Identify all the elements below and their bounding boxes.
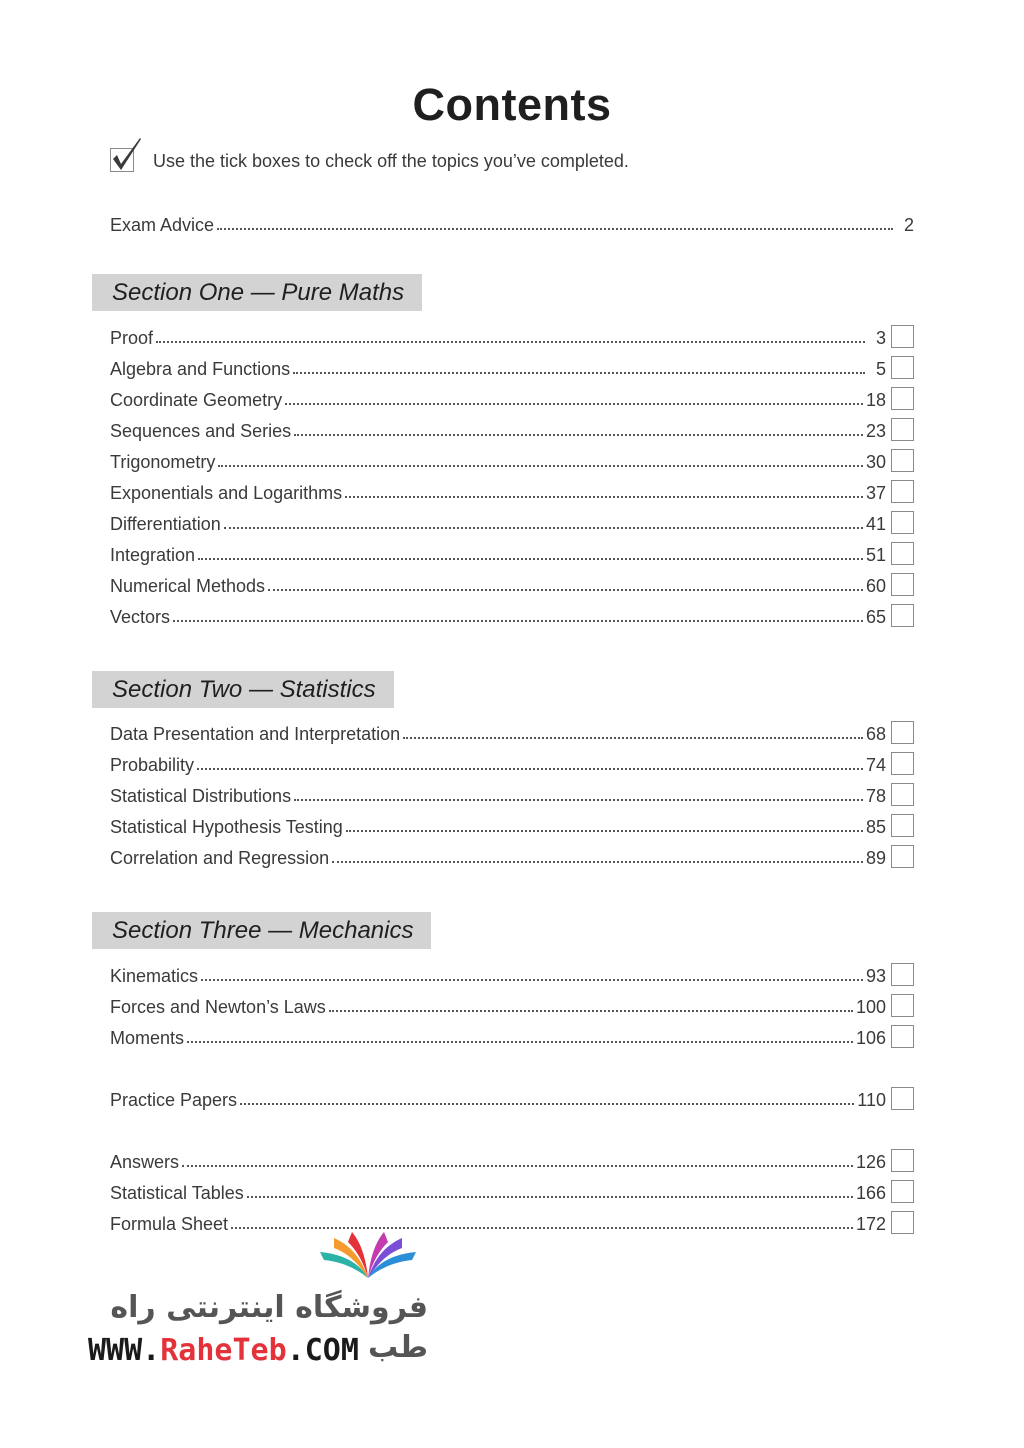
- toc-entry-label: Integration: [110, 545, 196, 565]
- toc-entry[interactable]: [110, 719, 886, 745]
- toc-entry-label: Coordinate Geometry: [110, 390, 283, 410]
- section-header-pure-maths: Section One — Pure Maths: [92, 274, 422, 311]
- dot-leader: [201, 979, 863, 981]
- topic-checkbox[interactable]: [891, 752, 914, 775]
- dot-leader: [403, 737, 863, 739]
- watermark-persian-text: فروشگاه اینترنتی راه طب: [110, 1290, 428, 1365]
- toc-entry[interactable]: [110, 354, 886, 380]
- toc-entry-page: 2: [903, 215, 914, 235]
- dot-leader: [294, 434, 863, 436]
- toc-entry[interactable]: [110, 812, 886, 838]
- section-header-statistics: Section Two — Statistics: [92, 671, 394, 708]
- topic-checkbox[interactable]: [891, 783, 914, 806]
- toc-entry-page: 18: [865, 390, 886, 410]
- toc-entry[interactable]: [110, 509, 886, 535]
- toc-entry-label: Probability: [110, 755, 195, 775]
- topic-checkbox[interactable]: [891, 480, 914, 503]
- section-header-mechanics: Section Three — Mechanics: [92, 912, 431, 949]
- dot-leader: [285, 403, 863, 405]
- toc-entry[interactable]: [110, 1147, 886, 1173]
- dot-leader: [224, 527, 863, 529]
- toc-entry-label: Numerical Methods: [110, 576, 266, 596]
- toc-entry[interactable]: [110, 385, 886, 411]
- toc-entry[interactable]: [110, 540, 886, 566]
- dot-leader: [346, 830, 863, 832]
- toc-entry-label: Trigonometry: [110, 452, 216, 472]
- toc-entry-page: 65: [865, 607, 886, 627]
- dot-leader: [332, 861, 863, 863]
- book-fan-icon: [308, 1230, 428, 1290]
- toc-entry[interactable]: [110, 992, 886, 1018]
- topic-checkbox[interactable]: [891, 1211, 914, 1234]
- dot-leader: [198, 558, 863, 560]
- watermark-url-brand: RaheTeb: [160, 1333, 287, 1368]
- toc-entry-label: Exam Advice: [110, 215, 215, 235]
- topic-checkbox[interactable]: [891, 845, 914, 868]
- toc-entry[interactable]: [110, 478, 886, 504]
- watermark-url: [88, 1333, 359, 1369]
- toc-entry-exam-advice[interactable]: [110, 210, 914, 236]
- dot-leader: [217, 228, 893, 230]
- topic-checkbox[interactable]: [891, 325, 914, 348]
- topic-checkbox[interactable]: [891, 1180, 914, 1203]
- toc-entry-page: 106: [855, 1028, 886, 1048]
- topic-checkbox[interactable]: [891, 511, 914, 534]
- tick-example-icon: [110, 148, 134, 172]
- toc-entry-page: 51: [865, 545, 886, 565]
- toc-entry-page: 41: [865, 514, 886, 534]
- dot-leader: [240, 1103, 854, 1105]
- toc-entry[interactable]: [110, 1023, 886, 1049]
- topic-checkbox[interactable]: [891, 573, 914, 596]
- toc-entry-page: 74: [865, 755, 886, 775]
- toc-entry-label: Formula Sheet: [110, 1214, 229, 1234]
- topic-checkbox[interactable]: [891, 449, 914, 472]
- toc-entry-page: 85: [865, 817, 886, 837]
- toc-entry-label: Vectors: [110, 607, 171, 627]
- topic-checkbox[interactable]: [891, 542, 914, 565]
- toc-entry-page: 93: [865, 966, 886, 986]
- dot-leader: [187, 1041, 853, 1043]
- toc-entry-page: 110: [857, 1090, 886, 1110]
- toc-entry[interactable]: [110, 1178, 886, 1204]
- dot-leader: [197, 768, 863, 770]
- topic-checkbox[interactable]: [891, 418, 914, 441]
- toc-entry-page: 89: [865, 848, 886, 868]
- topic-checkbox[interactable]: [891, 1149, 914, 1172]
- watermark-url-suffix: .COM: [286, 1333, 359, 1368]
- dot-leader: [218, 465, 863, 467]
- dot-leader: [293, 372, 865, 374]
- topic-checkbox[interactable]: [891, 1025, 914, 1048]
- toc-entry-label: Sequences and Series: [110, 421, 292, 441]
- toc-entry-page: 166: [855, 1183, 886, 1203]
- toc-entry-label: Statistical Distributions: [110, 786, 292, 806]
- toc-entry[interactable]: [110, 843, 886, 869]
- toc-entry-page: 78: [865, 786, 886, 806]
- dot-leader: [156, 341, 865, 343]
- topic-checkbox[interactable]: [891, 721, 914, 744]
- toc-entry-page: 60: [865, 576, 886, 596]
- dot-leader: [231, 1227, 853, 1229]
- toc-entry[interactable]: [110, 416, 886, 442]
- page-title: Contents: [412, 79, 612, 130]
- toc-entry-label: Differentiation: [110, 514, 221, 534]
- toc-entry-page: 126: [855, 1152, 886, 1172]
- toc-entry-label: Statistical Hypothesis Testing: [110, 817, 343, 837]
- toc-entry-label: Exponentials and Logarithms: [110, 483, 343, 503]
- topic-checkbox[interactable]: [891, 963, 914, 986]
- toc-entry-label: Forces and Newton’s Laws: [110, 997, 326, 1017]
- toc-entry-page: 172: [855, 1214, 886, 1234]
- toc-entry-practice-papers[interactable]: [110, 1085, 886, 1111]
- toc-entry-label: Kinematics: [110, 966, 199, 986]
- watermark-logo: [88, 1230, 433, 1370]
- dot-leader: [182, 1165, 853, 1167]
- toc-entry-label: Answers: [110, 1152, 180, 1172]
- dot-leader: [247, 1196, 853, 1198]
- watermark-url-prefix: WWW.: [88, 1333, 161, 1368]
- topic-checkbox[interactable]: [891, 814, 914, 837]
- toc-entry-label: Statistical Tables: [110, 1183, 244, 1203]
- topic-checkbox[interactable]: [891, 387, 914, 410]
- toc-entry-label: Correlation and Regression: [110, 848, 330, 868]
- topic-checkbox[interactable]: [891, 356, 914, 379]
- toc-entry-page: 23: [865, 421, 886, 441]
- toc-entry-label: Proof: [110, 328, 154, 348]
- toc-entry-label: Moments: [110, 1028, 185, 1048]
- toc-entry[interactable]: [110, 750, 886, 776]
- dot-leader: [173, 620, 863, 622]
- toc-entry-page: 3: [875, 328, 886, 348]
- dot-leader: [329, 1010, 853, 1012]
- instruction-text: Use the tick boxes to check off the topics you’ve completed.: [153, 151, 629, 171]
- topic-checkbox[interactable]: [891, 994, 914, 1017]
- toc-entry-label: Data Presentation and Interpretation: [110, 724, 401, 744]
- toc-entry-page: 37: [865, 483, 886, 503]
- toc-entry[interactable]: [110, 323, 886, 349]
- topic-checkbox[interactable]: [891, 604, 914, 627]
- toc-entry-page: 5: [875, 359, 886, 379]
- dot-leader: [268, 589, 863, 591]
- toc-entry-page: 100: [855, 997, 886, 1017]
- toc-entry[interactable]: [110, 571, 886, 597]
- dot-leader: [294, 799, 863, 801]
- toc-entry[interactable]: [110, 602, 886, 628]
- dot-leader: [345, 496, 863, 498]
- toc-entry[interactable]: [110, 447, 886, 473]
- toc-entry[interactable]: [110, 961, 886, 987]
- toc-entry-label: Algebra and Functions: [110, 359, 291, 379]
- toc-entry-label: Practice Papers: [110, 1090, 238, 1110]
- toc-entry-page: 30: [865, 452, 886, 472]
- topic-checkbox[interactable]: [891, 1087, 914, 1110]
- toc-entry[interactable]: [110, 781, 886, 807]
- toc-entry-page: 68: [865, 724, 886, 744]
